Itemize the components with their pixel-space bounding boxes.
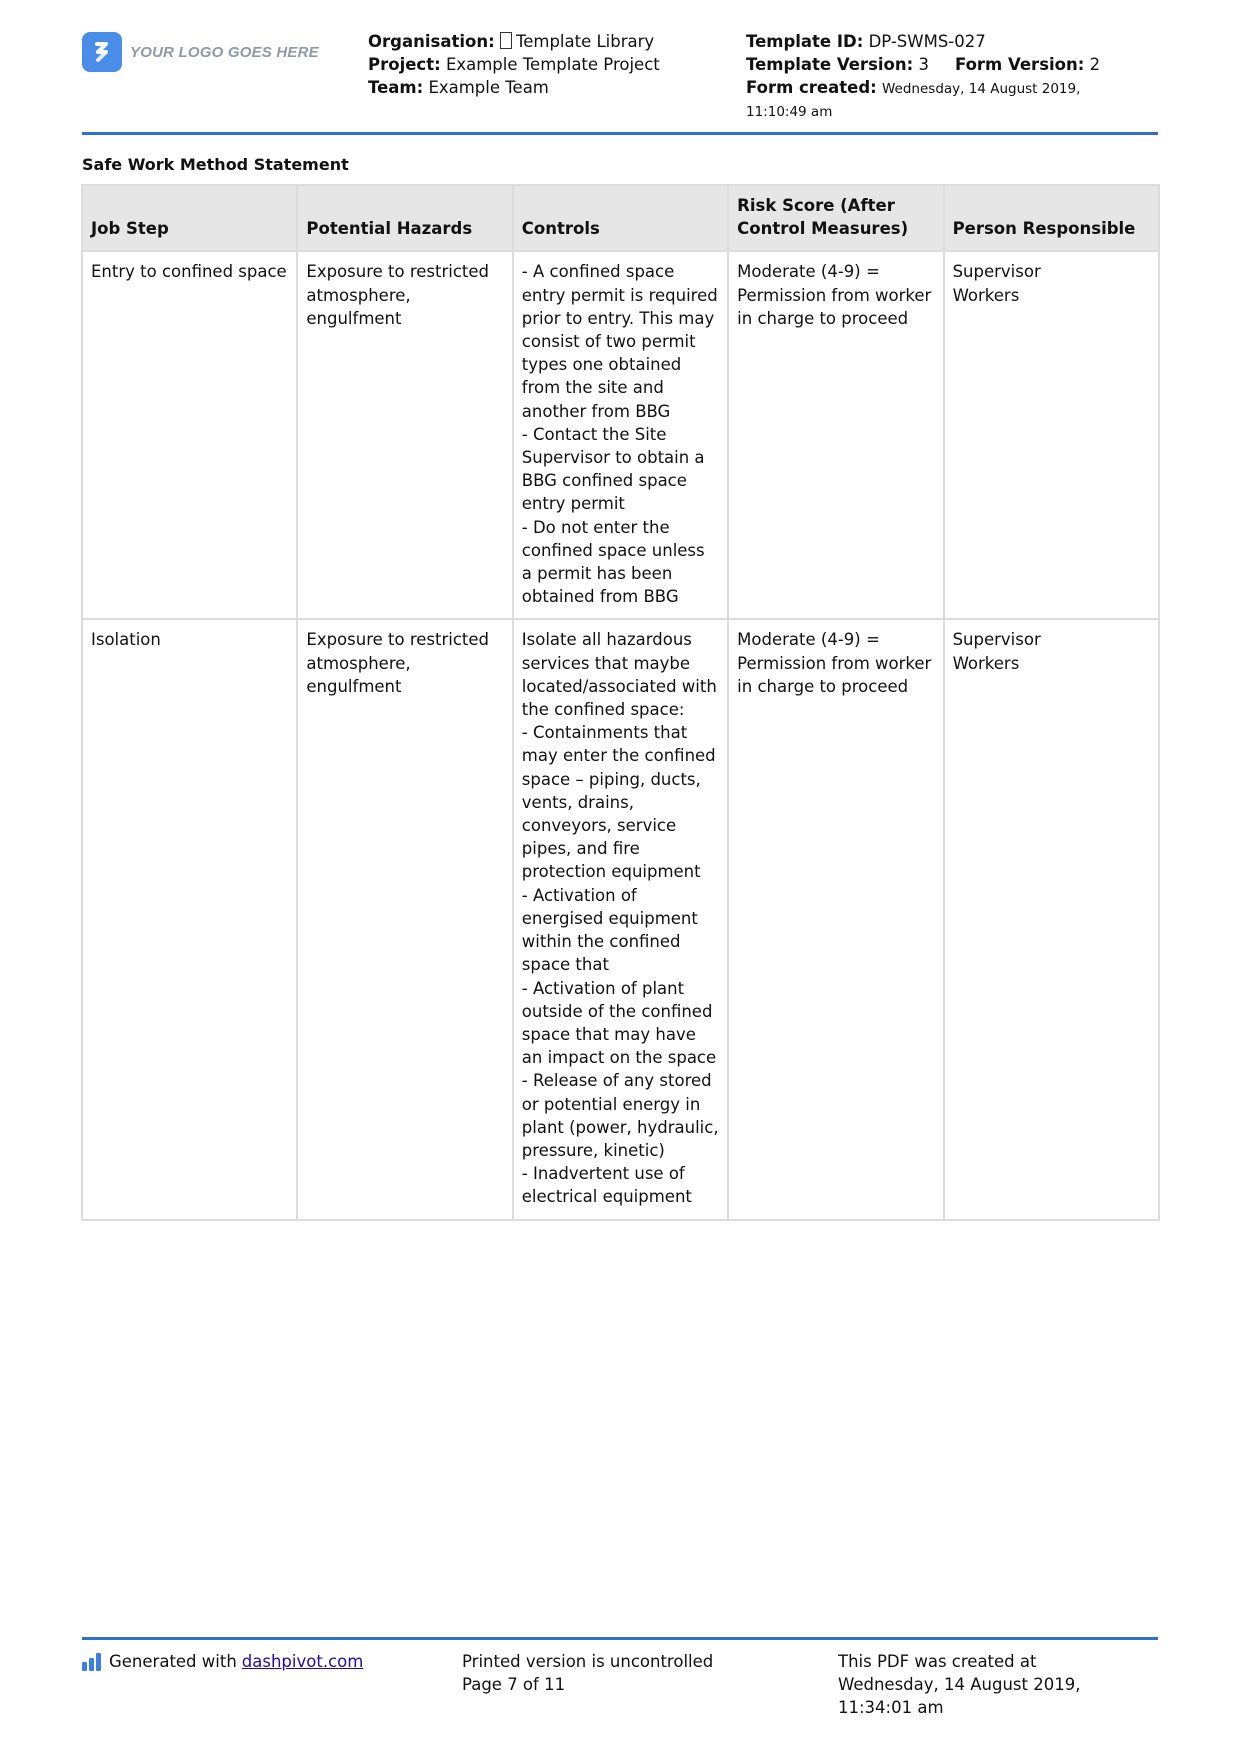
pdf-created-line3: 11:34:01 am [838,1698,944,1717]
cell-job-step: Entry to confined space [82,251,297,619]
project-label: Project: [368,55,441,74]
dashpivot-link[interactable]: dashpivot.com [241,1652,364,1671]
logo-text: YOUR LOGO GOES HERE [130,43,319,61]
organisation-value: Template Library [515,32,655,51]
template-info [746,30,1166,124]
print-info [462,1650,713,1696]
form-created-value: Wednesday, 14 August 2019, [882,81,1081,97]
swms-table [81,184,1160,1221]
team-value: Example Team [428,78,549,97]
cell-responsible: Supervisor Workers [944,619,1159,1219]
uncontrolled-notice: Printed version is uncontrolled [462,1652,714,1671]
template-version-value: 3 [918,55,929,74]
cell-controls: Isolate all hazardous services that maybe located/associated with the confined space: - Containments that may enter the confined space – piping, ducts, vents, drains, conveyors, service pipes, and fire protection equipment - Activation of energised equipment within the confined space that - Activation of plant outside of the confined space that may have an impact on the space - Release of any stored or potential energy in plant (power, hydraulic, pressure, kinetic) - Inadvertent use of electrical equipment [513,619,728,1219]
pdf-created-line2: Wednesday, 14 August 2019, [838,1675,1081,1694]
template-version-label: Template Version: [746,55,914,74]
dashpivot-bars-icon [82,1653,101,1671]
organisation-label: Organisation: [368,32,495,51]
cell-hazards: Exposure to restricted atmosphere, engulfment [297,619,512,1219]
template-id-value: DP-SWMS-027 [868,32,986,51]
pdf-created-info [838,1650,1138,1719]
cell-controls: - A confined space entry permit is required prior to entry. This may consist of two permit types one obtained from the site and another from BBG - Contact the Site Supervisor to obtain a BBG confined space entry permit - Do not enter the confined space unless a permit has been obtained from BBG [513,251,728,619]
generated-with [82,1650,363,1673]
page-number: Page 7 of 11 [462,1675,566,1694]
header-divider [82,132,1158,135]
form-version-value: 2 [1089,55,1101,74]
table-row [82,251,1159,619]
pdf-created-line1: This PDF was created at [838,1652,1037,1671]
column-header-job-step: Job Step [82,185,297,251]
table-row [82,619,1159,1219]
cell-hazards: Exposure to restricted atmosphere, engulfment [297,251,512,619]
organisation-icon [500,32,512,49]
cell-job-step: Isolation [82,619,297,1219]
team-label: Team: [368,78,424,97]
form-created-time: 11:10:49 am [746,104,833,120]
logo-icon [82,32,122,72]
cell-risk: Moderate (4-9) = Permission from worker in charge to proceed [728,251,943,619]
cell-risk: Moderate (4-9) = Permission from worker in charge to proceed [728,619,943,1219]
table-header-row [82,185,1159,251]
document-header [82,28,1158,128]
logo [82,32,319,72]
organisation-info [368,30,660,99]
column-header-risk-score: Risk Score (After Control Measures) [728,185,943,251]
section-title: Safe Work Method Statement [82,155,349,174]
project-value: Example Template Project [445,55,660,74]
column-header-potential-hazards: Potential Hazards [297,185,512,251]
template-id-label: Template ID: [746,32,864,51]
column-header-controls: Controls [513,185,728,251]
column-header-person-responsible: Person Responsible [944,185,1159,251]
form-version-label: Form Version: [954,55,1085,74]
cell-responsible: Supervisor Workers [944,251,1159,619]
footer-divider [82,1637,1158,1640]
form-created-label: Form created: [746,78,877,97]
generated-text: Generated with [109,1652,237,1671]
